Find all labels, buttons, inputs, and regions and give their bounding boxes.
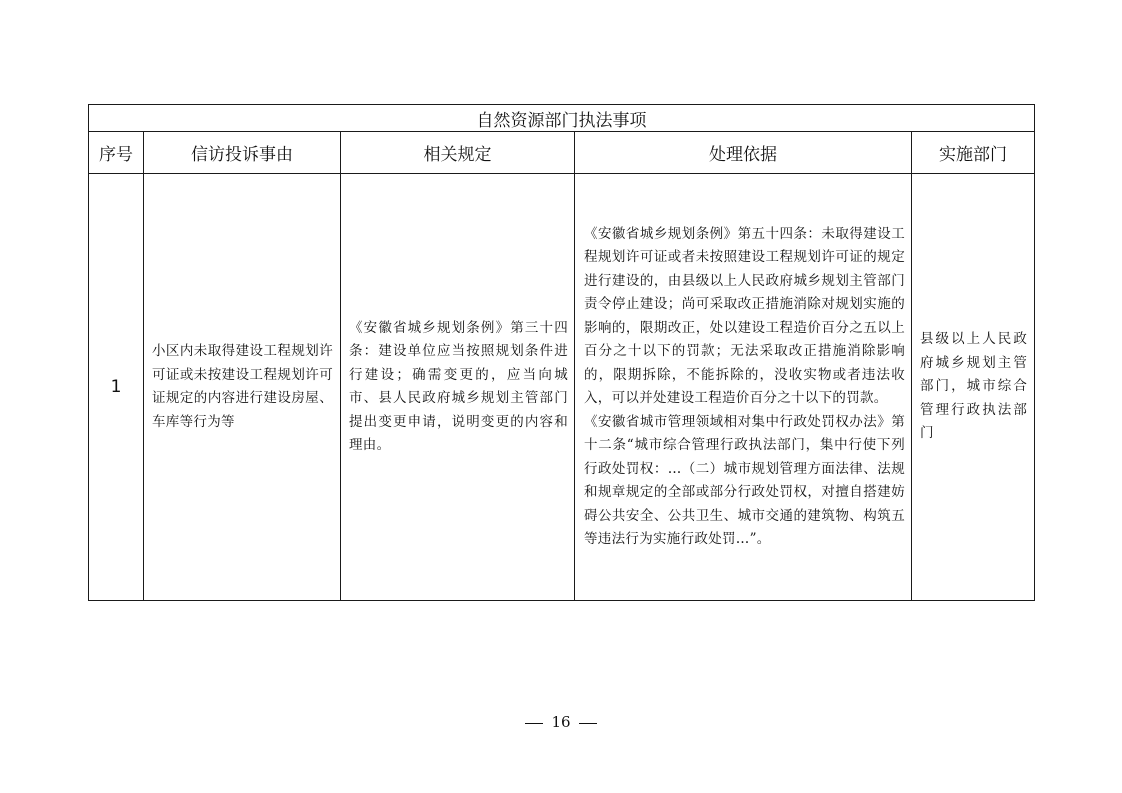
column-header-department: 实施部门: [912, 132, 1035, 174]
column-header-seq: 序号: [89, 132, 144, 174]
table-row: [89, 174, 1035, 601]
column-header-regulation: 相关规定: [341, 132, 575, 174]
table-title: 自然资源部门执法事项: [89, 105, 1035, 132]
table-header-row: [89, 132, 1035, 174]
column-header-basis: 处理依据: [575, 132, 912, 174]
page-number: 16: [551, 713, 571, 731]
column-header-complaint: 信访投诉事由: [144, 132, 341, 174]
cell-seq: 1: [89, 174, 144, 601]
cell-basis: [575, 174, 912, 601]
page-footer: [0, 713, 1122, 731]
cell-complaint: 小区内未取得建设工程规划许可证或未按建设工程规划许可证规定的内容进行建设房屋、车库等行为等: [144, 174, 341, 601]
basis-text: 《安徽省城乡规划条例》第五十四条：未取得建设工程规划许可证或者未按照建设工程规划许可证的规定进行建设的，由县级以上人民政府城乡规划主管部门责令停止建设；尚可采取改正措施消除对规划实施的影响的，限期改正，处以建设工程造价百分之五以上百分之十以下的罚款；无法采取改正措施消除影响的，限期拆除，不能拆除的，没收实物或者违法收入，可以并处建设工程造价百分之十以下的罚款。 《安徽省城市管理领域相对集中行政处罚权办法》第十二条“城市综合管理行政执法部门，集中行使下列行政处罚权：…（二）城市规划管理方面法律、法规和规章规定的全部或部分行政处罚权，对擅自搭建妨碍公共安全、公共卫生、城市交通的建筑物、构筑五等违法行为实施行政处罚…”。: [584, 225, 905, 547]
enforcement-matters-table: [88, 104, 1035, 601]
table-title-row: [89, 105, 1035, 132]
left-dash: [525, 723, 543, 724]
cell-regulation: 《安徽省城乡规划条例》第三十四条：建设单位应当按照规划条件进行建设；确需变更的，应当向城市、县人民政府城乡规划主管部门提出变更申请，说明变更的内容和理由。: [341, 174, 575, 601]
right-dash: [579, 723, 597, 724]
cell-department: 县级以上人民政府城乡规划主管部门，城市综合管理行政执法部门: [912, 174, 1035, 601]
